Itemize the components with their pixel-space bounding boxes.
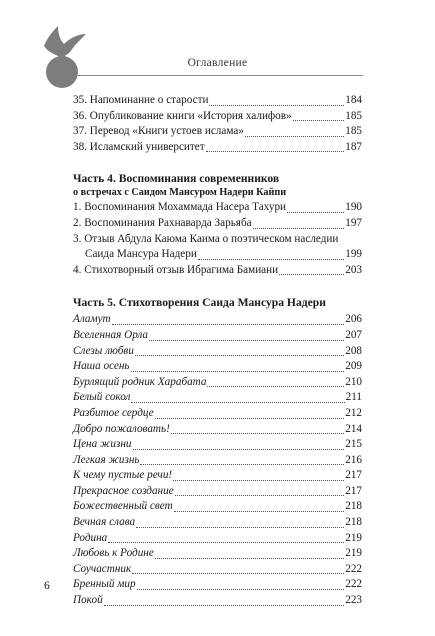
- toc-entry[interactable]: [73, 515, 362, 531]
- toc-entry[interactable]: [73, 531, 362, 547]
- toc-entry-title: 1. Воспоминания Мохаммада Насера Тахури: [73, 201, 287, 214]
- toc-entry-title: Соучастник: [73, 562, 132, 575]
- toc-entry-title: Бренный мир: [73, 578, 136, 591]
- dot-leader: [209, 105, 344, 106]
- toc-entry-title: Вечная слава: [73, 516, 136, 529]
- toc-entry[interactable]: [73, 577, 362, 593]
- dot-leader: [175, 495, 345, 496]
- toc-entry-page: 207: [345, 328, 362, 341]
- header-divider: [78, 75, 363, 76]
- toc-entry-title: Цена жизни: [73, 438, 132, 451]
- toc-entry-page: 217: [345, 469, 362, 482]
- table-of-contents: [73, 93, 362, 609]
- toc-entry-page: 223: [345, 594, 362, 607]
- toc-entry-page: 219: [345, 547, 362, 560]
- toc-entry-page: 222: [345, 578, 362, 591]
- toc-entry[interactable]: [73, 422, 362, 438]
- dot-leader: [140, 464, 344, 465]
- toc-entry-title: Покой: [73, 594, 103, 607]
- part-4-title: Часть 4. Воспоминания современников: [73, 172, 280, 186]
- toc-entry-page: 199: [345, 248, 362, 261]
- toc-entry[interactable]: [73, 263, 362, 279]
- toc-entry-page: 214: [345, 422, 362, 435]
- toc-entry-page: 209: [345, 360, 362, 373]
- toc-entry-title: Любовь к Родине: [73, 547, 154, 560]
- toc-entry-title: 37. Перевод «Книги устоев ислама»: [73, 125, 244, 138]
- toc-entry-title-line2: Саида Мансура Надери: [85, 248, 197, 261]
- toc-entry-title: 36. Опубликование книги «История халифов»: [73, 109, 292, 122]
- dot-leader: [137, 589, 345, 590]
- eagle-on-globe-logo-icon: [34, 22, 90, 90]
- page-number: 6: [44, 580, 50, 592]
- toc-entry-title: 3. Отзыв Абдула Каюма Каима о поэтическом наследии: [73, 232, 339, 245]
- toc-entry[interactable]: [73, 484, 362, 500]
- dot-leader: [245, 136, 344, 137]
- toc-entry-page: 185: [345, 125, 362, 138]
- toc-entry-title: К чему пустые речи!: [73, 469, 173, 482]
- dot-leader: [131, 402, 344, 403]
- toc-entry-title: 2. Воспоминания Рахнаварда Зарьяба: [73, 216, 252, 229]
- toc-entry-page: 184: [345, 94, 362, 106]
- toc-entry-continuation: [73, 247, 362, 263]
- dot-leader: [108, 542, 344, 543]
- page-header: [0, 0, 435, 80]
- part-4-subtitle: о встречах с Саидом Мансуром Надери Кайпи: [73, 187, 287, 199]
- dot-leader: [149, 340, 344, 341]
- toc-entry-page: 197: [345, 216, 362, 229]
- dot-leader: [112, 324, 345, 325]
- toc-entry[interactable]: [73, 328, 362, 344]
- dot-leader: [171, 433, 344, 434]
- toc-entry-page: 219: [345, 531, 362, 544]
- toc-entry-title: 38. Исламский университет: [73, 140, 205, 153]
- toc-entry-page: 222: [345, 562, 362, 575]
- toc-entry[interactable]: [73, 593, 362, 609]
- page-header-title: Оглавление: [187, 57, 248, 69]
- toc-entry[interactable]: [73, 546, 362, 562]
- part-5-section: [73, 295, 362, 608]
- dot-leader: [155, 558, 344, 559]
- dot-leader: [132, 573, 344, 574]
- dot-leader: [135, 355, 344, 356]
- toc-entry-title: Вселенная Орла: [73, 328, 149, 341]
- toc-entry-title: 35. Напоминание о старости: [73, 94, 209, 106]
- toc-entry-title: Наша осень: [73, 360, 130, 373]
- dot-leader: [155, 418, 344, 419]
- dot-leader: [173, 480, 344, 481]
- dot-leader: [198, 259, 344, 260]
- toc-entry[interactable]: [73, 109, 362, 125]
- toc-entry[interactable]: [73, 216, 362, 232]
- toc-entry[interactable]: [73, 375, 362, 391]
- part-5-title: Часть 5. Стихотворения Саида Мансура Надери: [73, 296, 326, 310]
- toc-entry-page: 185: [345, 109, 362, 122]
- toc-entry-title: Разбитое сердце: [73, 406, 154, 419]
- toc-entry-page: 206: [345, 313, 362, 326]
- dot-leader: [253, 228, 345, 229]
- dot-leader: [207, 386, 344, 387]
- toc-entry[interactable]: [73, 344, 362, 360]
- toc-entry[interactable]: [73, 468, 362, 484]
- toc-entry-title: Родина: [73, 531, 108, 544]
- toc-entry-title: Прекрасное создание: [73, 484, 174, 497]
- toc-entry[interactable]: [73, 406, 362, 422]
- toc-entry-title: Добро пожаловать!: [73, 422, 170, 435]
- toc-entry[interactable]: [73, 437, 362, 453]
- poem-list: [73, 312, 362, 608]
- toc-entry-page: 208: [345, 344, 362, 357]
- dot-leader: [174, 511, 345, 512]
- dot-leader: [104, 605, 345, 606]
- toc-entry-title: Бурлящий родник Харабата: [73, 375, 207, 388]
- toc-entry-title: Божественный свет: [73, 500, 173, 513]
- toc-entry[interactable]: [73, 453, 362, 469]
- toc-entry-page: 187: [345, 140, 362, 153]
- toc-entry-title: Белый сокол: [73, 391, 131, 404]
- toc-entry-title: Слезы любви: [73, 344, 134, 357]
- toc-entry-title: Аламут: [73, 313, 111, 326]
- toc-entry-page: 203: [345, 263, 362, 276]
- toc-entry-title: Легкая жизнь: [73, 453, 140, 466]
- toc-entry-page: 210: [345, 375, 362, 388]
- dot-leader: [131, 371, 345, 372]
- dot-leader: [133, 449, 345, 450]
- toc-entry[interactable]: [73, 124, 362, 140]
- toc-entry[interactable]: [73, 499, 362, 515]
- toc-entry[interactable]: [73, 232, 362, 263]
- toc-entry-page: 216: [345, 453, 362, 466]
- toc-entry-page: 215: [345, 438, 362, 451]
- toc-entry[interactable]: [73, 562, 362, 578]
- dot-leader: [136, 527, 344, 528]
- toc-entry[interactable]: [73, 359, 362, 375]
- toc-entry-page: 212: [345, 406, 362, 419]
- toc-entry[interactable]: [73, 390, 362, 406]
- toc-continued-list: [73, 93, 362, 155]
- toc-entry-title: 4. Стихотворный отзыв Ибрагима Бамиани: [73, 263, 279, 276]
- toc-entry-page: 217: [345, 484, 362, 497]
- toc-entry[interactable]: [73, 140, 362, 156]
- part-4-section: [73, 171, 362, 278]
- toc-entry[interactable]: [73, 200, 362, 216]
- dot-leader: [206, 151, 345, 152]
- dot-leader: [293, 120, 345, 121]
- dot-leader: [279, 274, 344, 275]
- toc-entry-page: 218: [345, 516, 362, 529]
- toc-entry-page: 218: [345, 500, 362, 513]
- toc-entry[interactable]: [73, 93, 362, 109]
- toc-entry-page: 211: [345, 391, 362, 404]
- toc-entry[interactable]: [73, 312, 362, 328]
- toc-entry-page: 190: [345, 201, 362, 214]
- dot-leader: [287, 212, 344, 213]
